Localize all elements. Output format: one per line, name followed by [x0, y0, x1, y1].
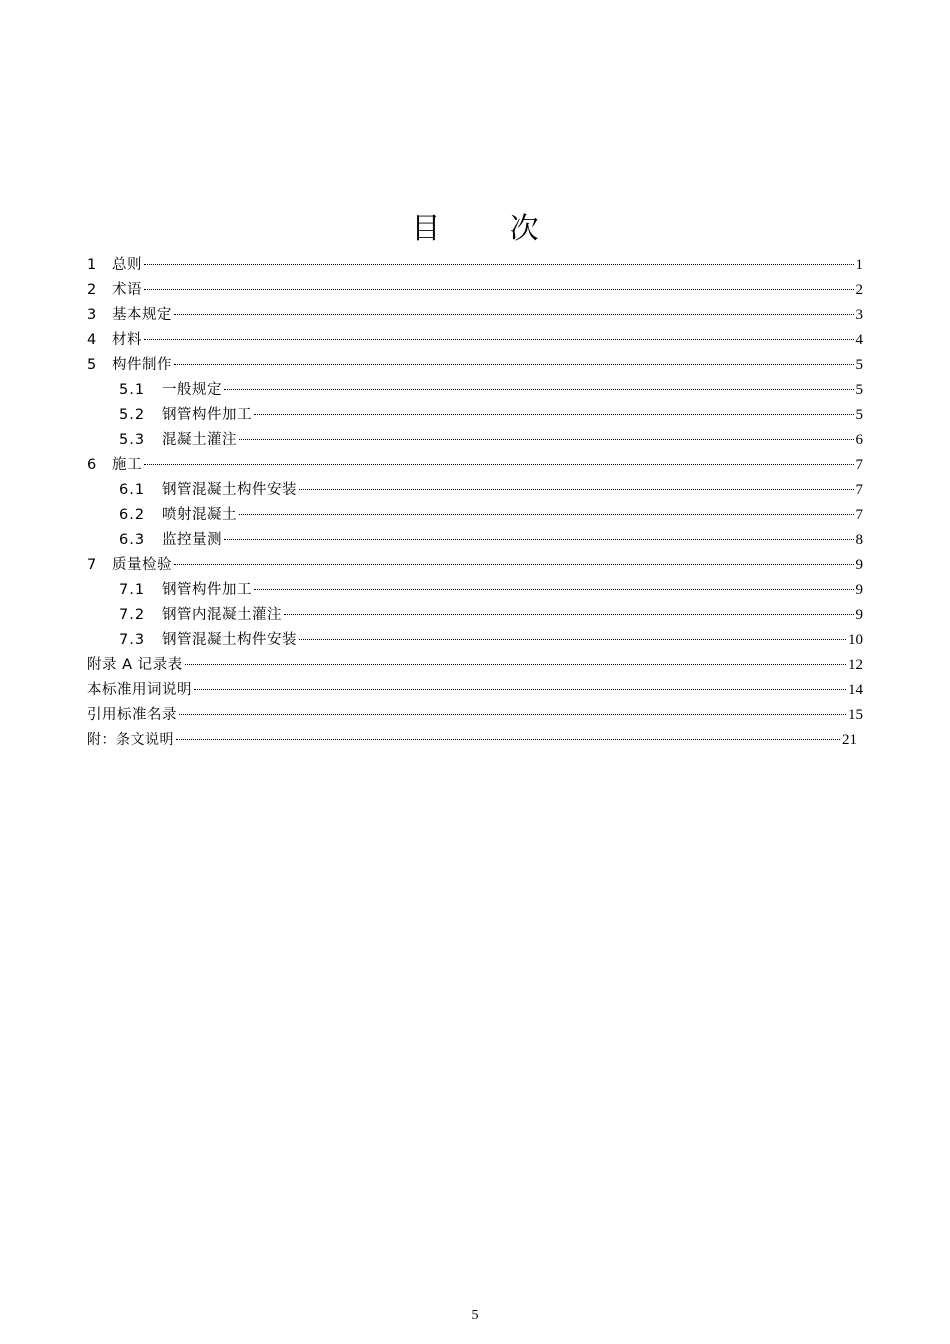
toc-entry-wording[interactable] — [87, 678, 863, 703]
toc-entry[interactable] — [87, 378, 863, 403]
toc-entry-label: 施工 — [112, 457, 142, 473]
toc-entry-label: 材料 — [112, 332, 142, 348]
toc-entry-label: 钢管构件加工 — [162, 407, 252, 423]
toc-entry[interactable] — [87, 478, 863, 503]
toc-entry-label: 钢管混凝土构件安装 — [162, 632, 297, 648]
toc-entry[interactable] — [87, 528, 863, 553]
toc-entry-page: 4 — [855, 332, 863, 348]
toc-entry-page: 7 — [855, 507, 863, 523]
toc-dot-leader — [144, 288, 854, 290]
toc-entry-number: 4 — [87, 332, 98, 348]
toc-entry-explanation[interactable] — [87, 728, 857, 753]
toc-entry[interactable] — [87, 278, 863, 303]
toc-entry-number: 7 — [87, 557, 98, 573]
toc-entry-page: 9 — [855, 557, 863, 573]
toc-dot-leader — [174, 563, 854, 565]
toc-dot-leader — [144, 463, 854, 465]
toc-entry-number: 7.1 — [119, 582, 146, 598]
toc-entry-label: 质量检验 — [112, 557, 172, 573]
toc-dot-leader — [144, 338, 854, 340]
toc-entry-label: 钢管混凝土构件安装 — [162, 482, 297, 498]
toc-entry-number: 2 — [87, 282, 98, 298]
toc-entry[interactable] — [87, 553, 863, 578]
toc-entry-label: 喷射混凝土 — [162, 507, 237, 523]
toc-entry-label: 总则 — [112, 257, 142, 273]
toc-entry-page: 15 — [848, 707, 863, 723]
toc-entry-number: 1 — [87, 257, 98, 273]
table-of-contents — [87, 253, 863, 753]
toc-entry[interactable] — [87, 328, 863, 353]
toc-entry-label: 基本规定 — [112, 307, 172, 323]
toc-dot-leader — [144, 263, 854, 265]
toc-entry[interactable] — [87, 403, 863, 428]
page-number: 5 — [471, 1308, 479, 1323]
toc-entry-label: 附录 A 记录表 — [87, 657, 183, 673]
toc-entry-number: 7.3 — [119, 632, 146, 648]
toc-dot-leader — [185, 663, 846, 665]
toc-entry-number: 6.2 — [119, 507, 146, 523]
toc-entry-label: 构件制作 — [112, 357, 172, 373]
toc-entry-number: 7.2 — [119, 607, 146, 623]
toc-entry-page: 3 — [855, 307, 863, 323]
toc-entry-page: 9 — [855, 607, 863, 623]
toc-entry-label: 监控量测 — [162, 532, 222, 548]
toc-dot-leader — [254, 413, 854, 415]
toc-entry[interactable] — [87, 453, 863, 478]
toc-entry[interactable] — [87, 603, 863, 628]
toc-entry-appendix[interactable] — [87, 653, 863, 678]
toc-entry-label: 钢管内混凝土灌注 — [162, 607, 282, 623]
toc-dot-leader — [176, 738, 840, 740]
toc-entry[interactable] — [87, 253, 863, 278]
toc-entry-label: 钢管构件加工 — [162, 582, 252, 598]
toc-entry-page: 12 — [848, 657, 863, 673]
toc-entry[interactable] — [87, 503, 863, 528]
toc-entry-number: 5 — [87, 357, 98, 373]
toc-entry-label: 一般规定 — [162, 382, 222, 398]
toc-dot-leader — [194, 688, 846, 690]
toc-dot-leader — [224, 388, 854, 390]
toc-entry-page: 7 — [855, 457, 863, 473]
toc-entry-references[interactable] — [87, 703, 863, 728]
toc-entry[interactable] — [87, 353, 863, 378]
toc-entry-number: 6 — [87, 457, 98, 473]
toc-dot-leader — [239, 513, 854, 515]
toc-entry-page: 14 — [848, 682, 863, 698]
toc-dot-leader — [284, 613, 854, 615]
toc-entry-label: 附：条文说明 — [87, 732, 174, 748]
toc-entry-page: 2 — [855, 282, 863, 298]
toc-entry-page: 5 — [855, 407, 863, 423]
toc-entry-number: 3 — [87, 307, 98, 323]
toc-dot-leader — [174, 363, 854, 365]
toc-dot-leader — [239, 438, 854, 440]
toc-entry-page: 5 — [855, 382, 863, 398]
toc-entry-number: 6.3 — [119, 532, 146, 548]
toc-dot-leader — [179, 713, 846, 715]
toc-dot-leader — [174, 313, 854, 315]
toc-entry-page: 5 — [855, 357, 863, 373]
toc-entry-label: 本标准用词说明 — [87, 682, 192, 698]
toc-entry-page: 1 — [855, 257, 863, 273]
toc-entry-number: 5.3 — [119, 432, 146, 448]
toc-dot-leader — [299, 638, 846, 640]
toc-entry[interactable] — [87, 303, 863, 328]
toc-entry[interactable] — [87, 428, 863, 453]
toc-entry-page: 7 — [855, 482, 863, 498]
toc-entry-page: 10 — [848, 632, 863, 648]
toc-dot-leader — [254, 588, 854, 590]
toc-dot-leader — [299, 488, 854, 490]
toc-entry-number: 5.1 — [119, 382, 146, 398]
toc-entry-label: 引用标准名录 — [87, 707, 177, 723]
toc-entry-page: 9 — [855, 582, 863, 598]
toc-entry-page: 21 — [842, 732, 857, 748]
toc-entry-page: 8 — [855, 532, 863, 548]
toc-entry-page: 6 — [855, 432, 863, 448]
toc-dot-leader — [224, 538, 854, 540]
page-title: 目 次 — [411, 211, 569, 245]
toc-entry[interactable] — [87, 628, 863, 653]
toc-entry-label: 术语 — [112, 282, 142, 298]
toc-entry-number: 5.2 — [119, 407, 146, 423]
toc-entry-label: 混凝土灌注 — [162, 432, 237, 448]
toc-entry-number: 6.1 — [119, 482, 146, 498]
toc-entry[interactable] — [87, 578, 863, 603]
